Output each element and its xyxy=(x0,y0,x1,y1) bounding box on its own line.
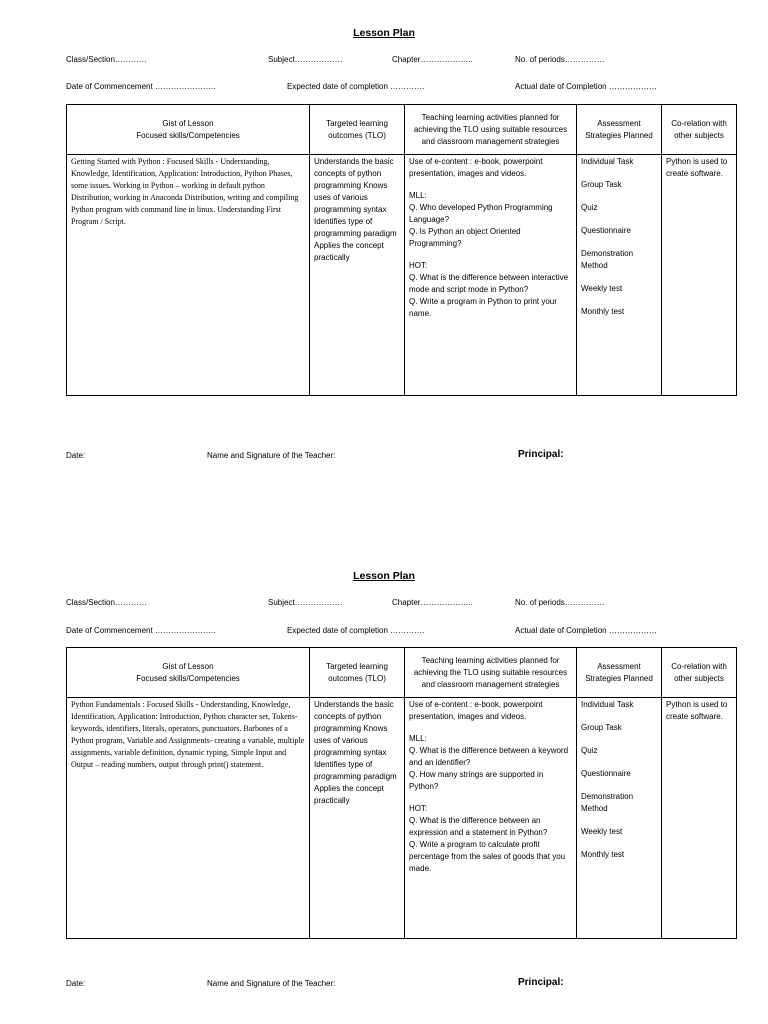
tlo-cell: Understands the basic concepts of python programming Knows uses of various programming syntax Identifies type of programming paradigm Applies the concept practically xyxy=(310,155,405,396)
activities-cell: Use of e-content : e-book, powerpoint presentation, images and videos. MLL: Q. What is the difference between a keyword and an identifier? Q. How many strings are supported in Python? HOT: Q. What is the difference between an expression and a statement in Python? Q. Write a program to calculate profit percentage from the sales of goods that you made. xyxy=(405,698,577,939)
periods-field: No. of periods…………… xyxy=(515,55,605,64)
correlation-cell: Python is used to create software. xyxy=(662,698,737,939)
subject-field: Subject……………… xyxy=(268,55,343,64)
tlo-cell: Understands the basic concepts of python programming Knows uses of various programming syntax Identifies type of programming paradigm Applies the concept practically xyxy=(310,698,405,939)
footer-date: Date: xyxy=(66,979,86,988)
actual-completion-field: Actual date of Completion ……………… xyxy=(515,626,657,635)
correlation-cell: Python is used to create software. xyxy=(662,155,737,396)
footer-date: Date: xyxy=(66,451,86,460)
assessment-header: Assessment Strategies Planned xyxy=(577,648,662,698)
assessment-cell: Individual Task Group Task Quiz Questionnaire Demonstration Method Weekly test Monthly test xyxy=(577,698,662,939)
lesson-plan-table xyxy=(66,104,737,396)
gist-header: Gist of Lesson Focused skills/Competencies xyxy=(67,648,310,698)
gist-cell: Python Fundamentals : Focused Skills - Understanding, Knowledge, Identification, Application: Introduction, Python character set, Tokens- keywords, identifiers, literals, operators, punctuators. Barbones of a Python program, Variable and Assignments- creating a variable, multiple assignments, variable definition, dynamic typing, Simple Input and Output – reading numbers, output through print() statement. xyxy=(67,698,310,939)
commencement-field: Date of Commencement ………………….. xyxy=(66,626,216,635)
class-section-field: Class/Section………… xyxy=(66,55,147,64)
lesson-plan-table xyxy=(66,647,737,939)
subject-field: Subject……………… xyxy=(268,598,343,607)
correlation-header: Co-relation with other subjects xyxy=(662,648,737,698)
expected-completion-field: Expected date of completion …………. xyxy=(287,82,425,91)
chapter-field: Chapter……………….. xyxy=(392,55,473,64)
gist-cell: Getting Started with Python : Focused Skills - Understanding, Knowledge, Identification, Application: Introduction, Python Phases, some issues. Working in Python – working in default python Distribution, working in Anaconda Distribution, writing and compiling Python program with command line in linux. Understanding First Program / Script. xyxy=(67,155,310,396)
table-row xyxy=(67,155,737,396)
lesson-plan-title: Lesson Plan xyxy=(353,570,415,582)
assessment-header: Assessment Strategies Planned xyxy=(577,105,662,155)
lesson-plan-title: Lesson Plan xyxy=(353,27,415,39)
chapter-field: Chapter……………….. xyxy=(392,598,473,607)
commencement-field: Date of Commencement ………………….. xyxy=(66,82,216,91)
class-section-field: Class/Section………… xyxy=(66,598,147,607)
tlo-header: Targeted learning outcomes (TLO) xyxy=(310,105,405,155)
activities-cell: Use of e-content : e-book, powerpoint presentation, images and videos. MLL: Q. Who developed Python Programming Language? Q. Is Python an object Oriented Programming? HOT: Q. What is the difference between interactive mode and script mode in Python? Q. Write a program in Python to print your name. xyxy=(405,155,577,396)
table-header-row xyxy=(67,648,737,698)
footer-teacher-signature: Name and Signature of the Teacher: xyxy=(207,979,336,988)
gist-header: Gist of Lesson Focused skills/Competencies xyxy=(67,105,310,155)
periods-field: No. of periods…………… xyxy=(515,598,605,607)
actual-completion-field: Actual date of Completion ……………… xyxy=(515,82,657,91)
footer-principal: Principal: xyxy=(518,977,564,988)
activities-header: Teaching learning activities planned for achieving the TLO using suitable resources and classroom management strategies xyxy=(405,648,577,698)
expected-completion-field: Expected date of completion …………. xyxy=(287,626,425,635)
correlation-header: Co-relation with other subjects xyxy=(662,105,737,155)
assessment-cell: Individual Task Group Task Quiz Questionnaire Demonstration Method Weekly test Monthly test xyxy=(577,155,662,396)
footer-principal: Principal: xyxy=(518,449,564,460)
tlo-header: Targeted learning outcomes (TLO) xyxy=(310,648,405,698)
footer-teacher-signature: Name and Signature of the Teacher: xyxy=(207,451,336,460)
table-header-row xyxy=(67,105,737,155)
activities-header: Teaching learning activities planned for achieving the TLO using suitable resources and classroom management strategies xyxy=(405,105,577,155)
table-row xyxy=(67,698,737,939)
